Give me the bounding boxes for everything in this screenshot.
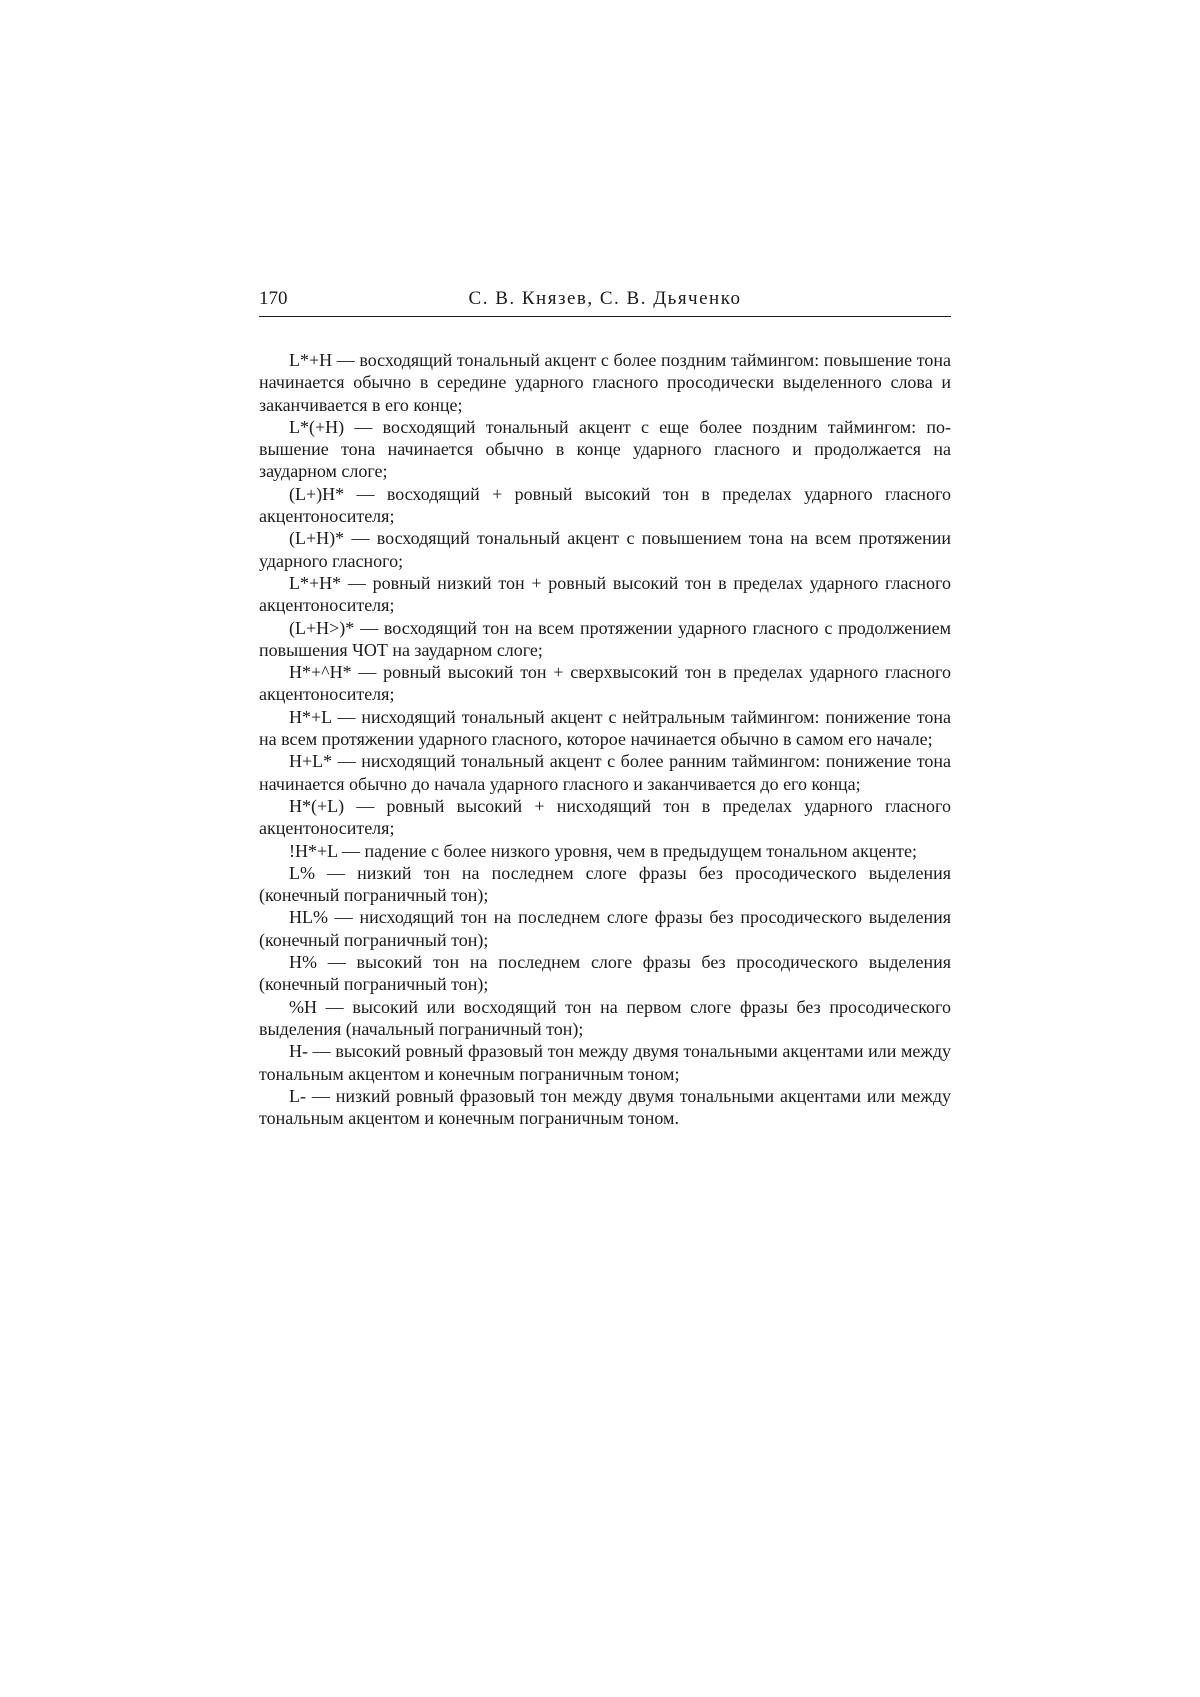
tone-definition: %H — высокий или восходящий тон на первом слоге фразы без просодического выделения (начальный пограничный тон); [259,996,951,1039]
tone-definition: (L+H)* — восходящий тональный акцент с повышением тона на всем протяжении ударного гласного; [259,528,951,571]
tone-definition: L% — низкий тон на последнем слоге фразы без просодического выделения (конечный пограничный тон); [259,862,951,906]
tone-definition: L*+H* — ровный низкий тон + ровный высокий тон в пределах ударного гласного акцентоносителя; [259,572,951,616]
tone-definition: L*(+H) — восходящий тональный акцент с еще более поздним таймингом: повышение тона начинается обычно в конце ударного гласного и продолжается на заударном слоге; [259,416,951,482]
tone-definition: !H*+L — падение с более низкого уровня, чем в предыдущем тональном акценте; [289,840,918,861]
tone-definition: H- — высокий ровный фразовый тон между двумя тональными акцентами или между тональным акцентом и конечным пограничным тоном; [259,1041,951,1084]
tone-definition: HL% — нисходящий тон на последнем слоге фразы без просодического выделения (конечный пограничный тон); [259,907,951,950]
tone-definition: (L+H>)* — восходящий тон на всем протяжении ударного гласного с продолжением повышения ЧОТ на заударном слоге; [259,617,951,660]
running-head: С. В. Князев, С. В. Дьяченко [468,288,742,309]
tone-definition: H*+L — нисходящий тональный акцент с нейтральным таймингом: понижение тона на всем протяжении ударного гласного, которое начинается обычно в самом его начале; [259,706,951,750]
tone-definition: H+L* — нисходящий тональный акцент с более ранним таймингом: понижение тона начинается обычно до начала ударного гласного и заканчивается до его конца; [259,751,951,794]
tone-definition: L*+H — восходящий тональный акцент с более поздним таймингом: повышение тона начинается обычно в середине ударного гласного просодически выделенного слова и заканчивается в его конце; [259,350,951,415]
tone-definition: H% — высокий тон на последнем слоге фразы без просодического выделения (конечный пограничный тон); [259,952,951,995]
tone-definition: L- — низкий ровный фразовый тон между двумя тональными акцентами или между тональным акцентом и конечным пограничным тоном. [259,1085,951,1129]
body-text [259,349,951,1129]
page-number: 170 [259,288,288,309]
tone-definition: H*(+L) — ровный высокий + нисходящий тон в пределах ударного гласного акцентоносителя; [259,795,951,839]
tone-definition: (L+)H* — восходящий + ровный высокий тон в пределах ударного гласного акцентоносителя; [259,483,951,527]
page-header [259,287,951,317]
tone-definition: H*+^H* — ровный высокий тон + сверхвысокий тон в пределах ударного гласного акцентоносителя; [259,662,951,705]
